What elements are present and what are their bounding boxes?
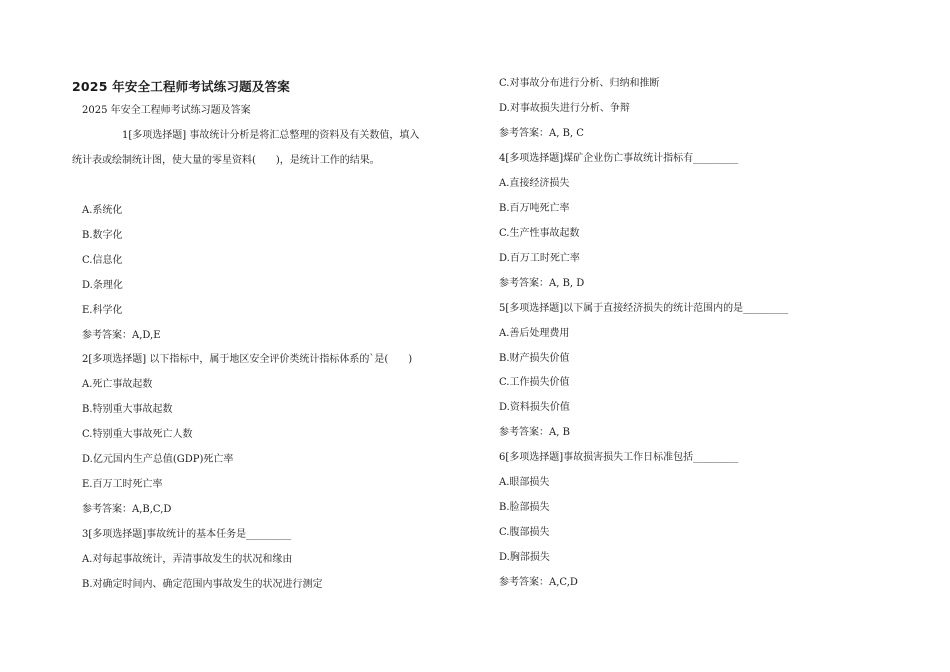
question-2-text: 2[多项选择题] 以下指标中，属于地区安全评价类统计指标体系的`是( ) — [82, 354, 413, 365]
question-6-text: 6[多项选择题]事故损害损失工作日标准包括_________ — [499, 452, 739, 463]
q1-option-a: A.系统化 — [82, 205, 123, 216]
q4-option-b: B.百万吨死亡率 — [499, 203, 570, 214]
q6-option-b: B.脸部损失 — [499, 502, 550, 513]
q1-option-d: D.条理化 — [82, 280, 123, 291]
q1-option-c: C.信息化 — [82, 255, 123, 266]
q3-option-a: A.对每起事故统计，弄清事故发生的状况和缘由 — [82, 554, 293, 565]
q4-option-a: A.直接经济损失 — [499, 178, 570, 189]
question-5-text: 5[多项选择题]以下属于直接经济损失的统计范围内的是_________ — [499, 303, 789, 314]
q5-option-d: D.资料损失价值 — [499, 402, 570, 413]
q5-answer: 参考答案：A, B — [499, 427, 570, 438]
question-4-text: 4[多项选择题]煤矿企业伤亡事故统计指标有_________ — [499, 153, 739, 164]
q5-option-b: B.财产损失价值 — [499, 353, 570, 364]
question-1-text-cont: 统计表或绘制统计图，使大量的零星资料( )，是统计工作的结果。 — [72, 155, 380, 166]
q3-answer: 参考答案：A, B, C — [499, 128, 584, 139]
q5-option-c: C.工作损失价值 — [499, 377, 570, 388]
q6-option-c: C.腹部损失 — [499, 527, 550, 538]
q2-option-a: A.死亡事故起数 — [82, 379, 153, 390]
q2-option-c: C.特别重大事故死亡人数 — [82, 429, 193, 440]
q2-option-b: B.特别重大事故起数 — [82, 404, 173, 415]
question-3-text: 3[多项选择题]事故统计的基本任务是_________ — [82, 529, 292, 540]
q4-option-d: D.百万工时死亡率 — [499, 253, 580, 264]
left-column — [72, 0, 472, 672]
question-1-text: 1[多项选择题] 事故统计分析是将汇总整理的资料及有关数值，填入 — [122, 130, 420, 141]
q6-option-a: A.眼部损失 — [499, 477, 550, 488]
q4-option-c: C.生产性事故起数 — [499, 228, 580, 239]
q3-option-d: D.对事故损失进行分析、争辩 — [499, 103, 630, 114]
q1-answer: 参考答案：A,D,E — [82, 330, 161, 341]
q3-option-c: C.对事故分布进行分析、归纳和推断 — [499, 78, 660, 89]
q6-answer: 参考答案：A,C,D — [499, 577, 578, 588]
q2-answer: 参考答案：A,B,C,D — [82, 504, 172, 515]
q1-option-b: B.数字化 — [82, 230, 123, 241]
right-column — [499, 0, 899, 672]
q2-option-e: E.百万工时死亡率 — [82, 479, 163, 490]
q1-option-e: E.科学化 — [82, 305, 123, 316]
document-title: 2025 年安全工程师考试练习题及答案 — [72, 79, 290, 94]
q5-option-a: A.善后处理费用 — [499, 328, 570, 339]
q4-answer: 参考答案：A, B, D — [499, 278, 585, 289]
q3-option-b: B.对确定时间内、确定范围内事故发生的状况进行测定 — [82, 579, 323, 590]
q2-option-d: D.亿元国内生产总值(GDP)死亡率 — [82, 454, 234, 465]
q6-option-d: D.胸部损失 — [499, 552, 550, 563]
subtitle: 2025 年安全工程师考试练习题及答案 — [82, 105, 251, 116]
